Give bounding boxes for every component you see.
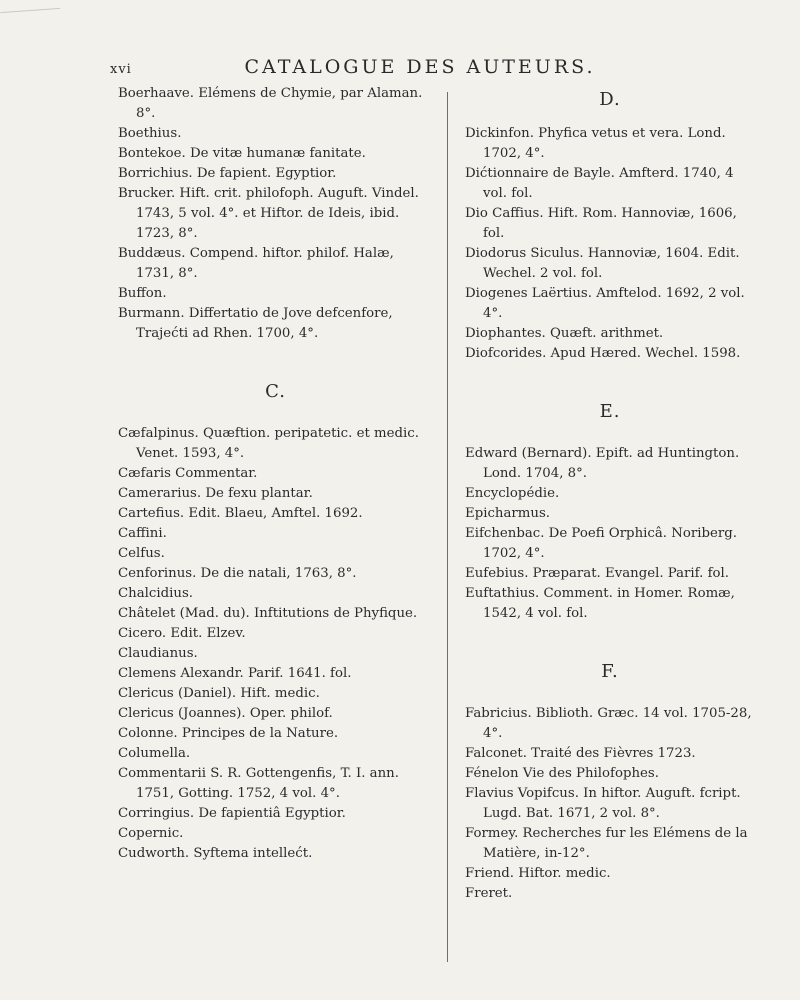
catalogue-entry: Boethius. bbox=[118, 126, 182, 141]
catalogue-entry: Dio Caffius. Hift. Rom. Hannoviæ, 1606, fol. bbox=[465, 206, 737, 241]
catalogue-entry: Buffon. bbox=[118, 286, 167, 301]
catalogue-entry: Cicero. Edit. Elzev. bbox=[118, 626, 246, 641]
section-heading-f: F. bbox=[601, 661, 619, 682]
catalogue-entry: Clemens Alexandr. Parif. 1641. fol. bbox=[118, 666, 352, 681]
catalogue-entry: Diofcorides. Apud Hæred. Wechel. 1598. bbox=[465, 346, 741, 361]
catalogue-entry: Cudworth. Syftema intellećt. bbox=[118, 846, 313, 861]
catalogue-entry: Brucker. Hift. crit. philofoph. Auguft. Vindel. 1743, 5 vol. 4°. et Hiftor. de Ideis, ibid. 1723, 8°. bbox=[118, 186, 419, 241]
catalogue-entry: Friend. Hiftor. medic. bbox=[465, 866, 611, 881]
catalogue-entry: Epicharmus. bbox=[465, 506, 550, 521]
catalogue-entry: Copernic. bbox=[118, 826, 184, 841]
d-entries bbox=[465, 124, 755, 364]
catalogue-entry: Cenforinus. De die natali, 1763, 8°. bbox=[118, 566, 357, 581]
catalogue-entry: Clericus (Daniel). Hift. medic. bbox=[118, 686, 320, 701]
catalogue-entry: Camerarius. De fexu plantar. bbox=[118, 486, 313, 501]
catalogue-entry: Cartefius. Edit. Blaeu, Amftel. 1692. bbox=[118, 506, 363, 521]
catalogue-entry: Boerhaave. Elémens de Chymie, par Alaman. 8°. bbox=[118, 86, 423, 121]
e-entries bbox=[465, 444, 755, 624]
catalogue-entry: Encyclopédie. bbox=[465, 486, 560, 501]
catalogue-entry: Edward (Bernard). Epift. ad Huntington. Lond. 1704, 8°. bbox=[465, 446, 740, 481]
c-entries bbox=[118, 424, 433, 864]
running-head: CATALOGUE DES AUTEURS. bbox=[244, 56, 596, 78]
catalogue-entry: Diophantes. Quæft. arithmet. bbox=[465, 326, 664, 341]
page-number: xvi bbox=[110, 62, 132, 77]
catalogue-entry: Flavius Vopifcus. In hiftor. Auguft. fcript. Lugd. Bat. 1671, 2 vol. 8°. bbox=[465, 786, 741, 821]
catalogue-entry: Caffini. bbox=[118, 526, 167, 541]
left-column bbox=[118, 84, 433, 864]
catalogue-entry: Colonne. Principes de la Nature. bbox=[118, 726, 339, 741]
catalogue-entry: Celfus. bbox=[118, 546, 165, 561]
catalogue-entry: Cæfaris Commentar. bbox=[118, 466, 258, 481]
column-divider bbox=[447, 92, 448, 962]
catalogue-entry: Fabricius. Biblioth. Græc. 14 vol. 1705-28, 4°. bbox=[465, 706, 752, 741]
f-entries bbox=[465, 704, 755, 904]
catalogue-entry: Falconet. Traité des Fièvres 1723. bbox=[465, 746, 696, 761]
section-heading-d: D. bbox=[599, 89, 621, 110]
catalogue-entry: Buddæus. Compend. hiftor. philof. Halæ, 1731, 8°. bbox=[118, 246, 394, 281]
catalogue-entry: Diodorus Siculus. Hannoviæ, 1604. Edit. Wechel. 2 vol. fol. bbox=[465, 246, 740, 281]
catalogue-entry: Freret. bbox=[465, 886, 513, 901]
catalogue-entry: Columella. bbox=[118, 746, 191, 761]
catalogue-entry: Euftathius. Comment. in Homer. Romæ, 1542, 4 vol. fol. bbox=[465, 586, 735, 621]
catalogue-entry: Chalcidius. bbox=[118, 586, 193, 601]
catalogue-entry: Burmann. Differtatio de Jove defcenfore, Trajećti ad Rhen. 1700, 4°. bbox=[118, 306, 393, 341]
catalogue-entry: Diogenes Laërtius. Amftelod. 1692, 2 vol. 4°. bbox=[465, 286, 745, 321]
page-corner-mark bbox=[0, 0, 60, 13]
catalogue-entry: Formey. Recherches fur les Elémens de la Matière, in-12°. bbox=[465, 826, 748, 861]
section-heading-e: E. bbox=[599, 401, 621, 422]
catalogue-entry: Corringius. De fapientiâ Egyptior. bbox=[118, 806, 346, 821]
catalogue-entry: Claudianus. bbox=[118, 646, 198, 661]
catalogue-entry: Dićtionnaire de Bayle. Amfterd. 1740, 4 vol. fol. bbox=[465, 166, 734, 201]
catalogue-entry: Eifchenbac. De Poefi Orphicâ. Noriberg. 1702, 4°. bbox=[465, 526, 737, 561]
right-column bbox=[465, 84, 755, 904]
catalogue-entry: Borrichius. De fapient. Egyptior. bbox=[118, 166, 337, 181]
catalogue-entry: Châtelet (Mad. du). Inftitutions de Phyfique. bbox=[118, 606, 418, 621]
catalogue-entry: Clericus (Joannes). Oper. philof. bbox=[118, 706, 333, 721]
section-heading-c: C. bbox=[265, 381, 286, 402]
catalogue-entry: Commentarii S. R. Gottengenfis, T. I. ann. 1751, Gotting. 1752, 4 vol. 4°. bbox=[118, 766, 399, 801]
catalogue-entry: Bontekoe. De vitæ humanæ fanitate. bbox=[118, 146, 366, 161]
catalogue-entry: Fénelon Vie des Philofophes. bbox=[465, 766, 659, 781]
catalogue-entry: Eufebius. Præparat. Evangel. Parif. fol. bbox=[465, 566, 729, 581]
catalogue-entry: Cæfalpinus. Quæftion. peripatetic. et medic. Venet. 1593, 4°. bbox=[118, 426, 419, 461]
b-entries bbox=[118, 84, 433, 344]
catalogue-entry: Dickinfon. Phyfica vetus et vera. Lond. 1702, 4°. bbox=[465, 126, 726, 161]
